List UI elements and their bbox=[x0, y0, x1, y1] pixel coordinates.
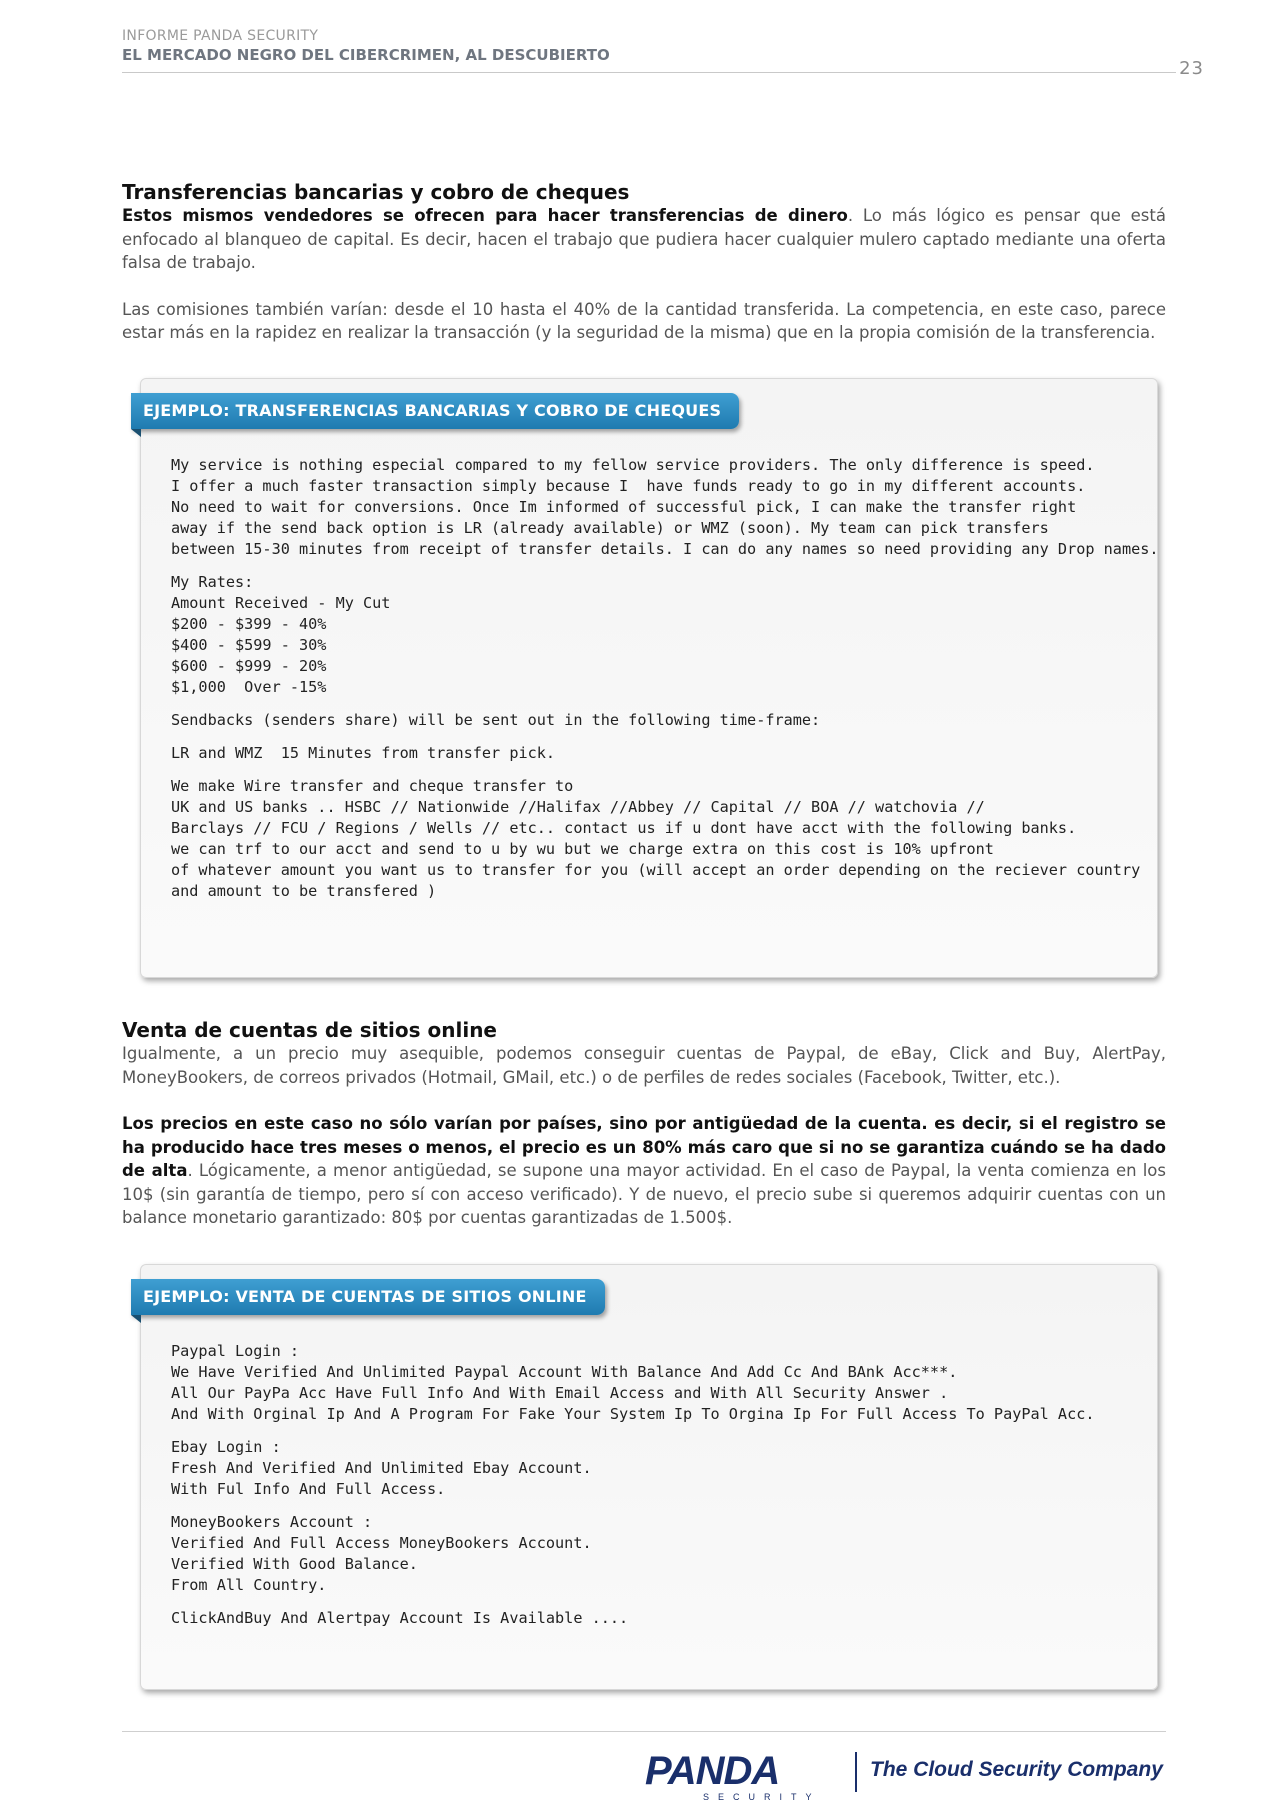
example-line: No need to wait for conversions. Once Im informed of successful pick, I can make the transfer right bbox=[171, 498, 1077, 516]
page-header bbox=[122, 28, 1204, 79]
example-line: and amount to be transfered ) bbox=[171, 882, 437, 900]
example-line: LR and WMZ 15 Minutes from transfer pick. bbox=[171, 744, 556, 762]
example-blank-line bbox=[171, 1500, 1147, 1512]
example-blank-line bbox=[171, 698, 1147, 710]
example-line: ClickAndBuy And Alertpay Account Is Available .... bbox=[171, 1609, 629, 1627]
paragraph-bold: Los precios en este caso no sólo varían por países, sino por antigüedad de la cuenta. es decir, si el registro se ha producido hace tres meses o menos, el precio es un 80% más caro que si no se garantiza cuándo se ha dado de alta bbox=[122, 1114, 1166, 1180]
example-line: of whatever amount you want us to transfer for you (will accept an order depending on the reciever country bbox=[171, 861, 1141, 879]
paragraph-text: . Lógicamente, a menor antigüedad, se supone una mayor actividad. En el caso de Paypal, la venta comienza en los 10$ (sin garantía de tiempo, pero sí con acceso verificado). Y de nuevo, el precio sube si queremos adquirir cuentas con un balance monetario garantizado: 80$ por cuentas garantizadas de 1.500$. bbox=[122, 1161, 1166, 1227]
example-line: $400 - $599 - 30% bbox=[171, 636, 327, 654]
footer-divider bbox=[122, 1731, 1166, 1732]
report-label: INFORME PANDA SECURITY bbox=[122, 28, 319, 44]
example-line: we can trf to our acct and send to u by wu but we charge extra on this cost is 10% upfront bbox=[171, 840, 994, 858]
example-line: MoneyBookers Account : bbox=[171, 1513, 373, 1531]
paragraph: Las comisiones también varían: desde el 10 hasta el 40% de la cantidad transferida. La competencia, en este caso, parece estar más en la rapidez en realizar la transacción (y la seguridad de la misma) que en la propia comisión de la transferencia. bbox=[122, 299, 1166, 342]
example-line: And With Orginal Ip And A Program For Fake Your System Ip To Orgina Ip For Full Access To PayPal Acc. bbox=[171, 1405, 1095, 1423]
example-box-transferencias bbox=[140, 378, 1158, 978]
example-blank-line bbox=[171, 1596, 1147, 1608]
example-line: With Ful Info And Full Access. bbox=[171, 1480, 446, 1498]
logo-text: PANDA bbox=[645, 1750, 780, 1793]
example-line: Fresh And Verified And Unlimited Ebay Account. bbox=[171, 1459, 592, 1477]
panda-logo bbox=[645, 1750, 845, 1802]
example-line: Verified And Full Access MoneyBookers Account. bbox=[171, 1534, 592, 1552]
example-line: My Rates: bbox=[171, 573, 254, 591]
example-line: Verified With Good Balance. bbox=[171, 1555, 418, 1573]
example-line: away if the send back option is LR (already available) or WMZ (soon). My team can pick transfers bbox=[171, 519, 1049, 537]
example-line: From All Country. bbox=[171, 1576, 327, 1594]
example-box-venta-cuentas bbox=[140, 1264, 1158, 1690]
example-line: All Our PayPa Acc Have Full Info And With Email Access and With All Security Answer . bbox=[171, 1384, 949, 1402]
example-line: Amount Received - My Cut bbox=[171, 594, 391, 612]
example-line: My service is nothing especial compared to my fellow service providers. The only difference is speed. bbox=[171, 456, 1095, 474]
logo-subtext: SECURITY bbox=[703, 1792, 821, 1802]
example-line: $600 - $999 - 20% bbox=[171, 657, 327, 675]
example-line: Ebay Login : bbox=[171, 1438, 281, 1456]
paragraph bbox=[122, 1112, 1166, 1230]
example-blank-line bbox=[171, 560, 1147, 572]
section-transferencias bbox=[122, 180, 1166, 345]
paragraph: Igualmente, a un precio muy asequible, podemos conseguir cuentas de Paypal, de eBay, Click and Buy, AlertPay, MoneyBookers, de correos privados (Hotmail, GMail, etc.) o de perfiles de redes sociales (Facebook, Twitter, etc.). bbox=[122, 1044, 1166, 1087]
logo-separator bbox=[855, 1752, 857, 1792]
example-line: We make Wire transfer and cheque transfer to bbox=[171, 777, 574, 795]
tagline: The Cloud Security Company bbox=[870, 1758, 1163, 1781]
example-text bbox=[171, 455, 1159, 902]
section-venta-cuentas bbox=[122, 1018, 1166, 1230]
example-line: between 15-30 minutes from receipt of transfer details. I can do any names so need providing any Drop names. bbox=[171, 540, 1159, 558]
page-number: 23 bbox=[1179, 58, 1204, 79]
paragraph-bold: Estos mismos vendedores se ofrecen para hacer transferencias de dinero bbox=[122, 206, 848, 225]
example-text bbox=[171, 1341, 1147, 1629]
example-blank-line bbox=[171, 731, 1147, 743]
section-title: Venta de cuentas de sitios online bbox=[122, 1018, 497, 1042]
report-title: EL MERCADO NEGRO DEL CIBERCRIMEN, AL DESCUBIERTO bbox=[122, 46, 610, 64]
example-line: Sendbacks (senders share) will be sent out in the following time-frame: bbox=[171, 711, 821, 729]
example-blank-line bbox=[171, 764, 1147, 776]
example-line: We Have Verified And Unlimited Paypal Account With Balance And Add Cc And BAnk Acc***. bbox=[171, 1363, 958, 1381]
example-line: $1,000 Over -15% bbox=[171, 678, 327, 696]
section-title: Transferencias bancarias y cobro de cheques bbox=[122, 180, 630, 204]
paragraph-text: . Lo más lógico es pensar que está enfocado al blanqueo de capital. Es decir, hacen el trabajo que pudiera hacer cualquier mulero captado mediante una oferta falsa de trabajo. bbox=[122, 206, 1166, 272]
example-line: Paypal Login : bbox=[171, 1342, 300, 1360]
example-tab: EJEMPLO: TRANSFERENCIAS BANCARIAS Y COBRO DE CHEQUES bbox=[131, 393, 739, 429]
paragraph bbox=[122, 204, 1166, 275]
example-line: Barclays // FCU / Regions / Wells // etc.. contact us if u dont have acct with the following banks. bbox=[171, 819, 1077, 837]
header-divider bbox=[122, 72, 1176, 73]
example-line: I offer a much faster transaction simply because I have funds ready to go in my different accounts. bbox=[171, 477, 1086, 495]
example-line: UK and US banks .. HSBC // Nationwide //Halifax //Abbey // Capital // BOA // watchovia // bbox=[171, 798, 985, 816]
example-line: $200 - $399 - 40% bbox=[171, 615, 327, 633]
example-tab: EJEMPLO: VENTA DE CUENTAS DE SITIOS ONLINE bbox=[131, 1279, 605, 1315]
example-blank-line bbox=[171, 1425, 1147, 1437]
